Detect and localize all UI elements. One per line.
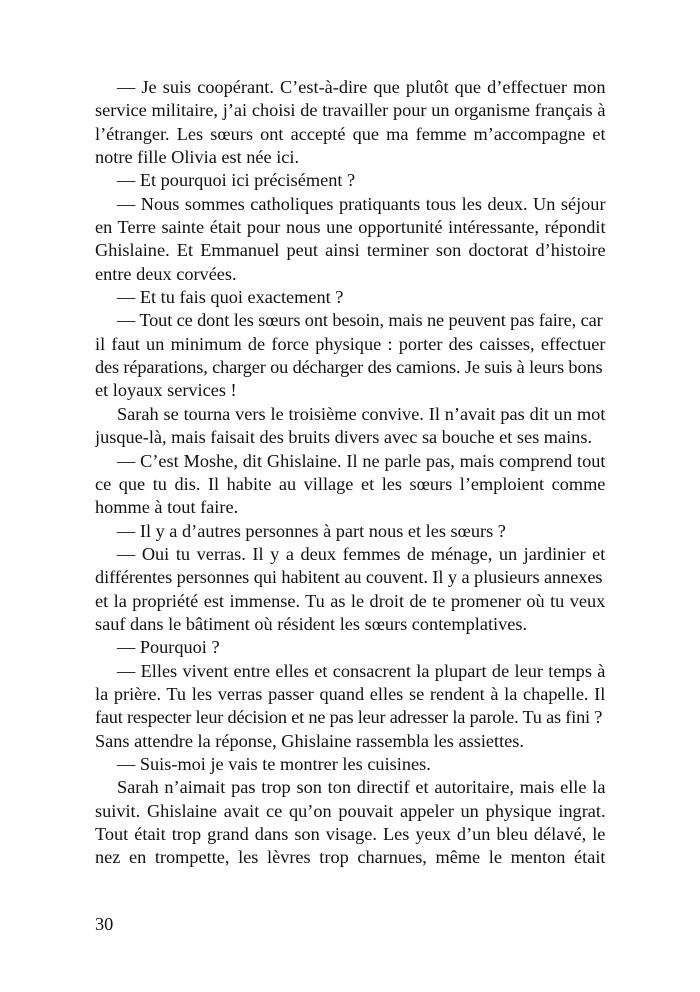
text-line	[95, 520, 606, 543]
text-line	[95, 379, 606, 402]
page-number: 30	[95, 914, 114, 934]
text-line-content: des réparations, charger ou décharger des camions. Je suis à leurs bons	[95, 357, 603, 378]
text-line	[95, 309, 606, 332]
text-line	[95, 333, 606, 356]
text-line-content: service militaire, j’ai choisi de travailler pour un organisme français à	[95, 100, 606, 121]
text-line-content: l’étranger. Les sœurs ont accepté que ma femme m’accompagne et	[95, 123, 606, 144]
text-line	[95, 263, 606, 286]
text-line	[95, 636, 606, 659]
text-line	[95, 846, 606, 869]
text-line	[95, 99, 606, 122]
text-line	[95, 450, 606, 473]
text-line	[95, 706, 606, 729]
text-line-content: jusque-là, mais faisait des bruits divers avec sa bouche et ses mains.	[95, 427, 593, 448]
text-line-content: Sans attendre la réponse, Ghislaine rassembla les assiettes.	[95, 730, 524, 751]
text-line	[95, 613, 606, 636]
text-line	[95, 753, 606, 776]
text-line	[95, 426, 606, 449]
body-text	[95, 76, 606, 870]
text-line-content: et la propriété est immense. Tu as le droit de te promener où tu veux	[95, 590, 606, 611]
text-line	[95, 590, 606, 613]
text-line-content: la prière. Tu les verras passer quand elles se rendent à la chapelle. Il	[95, 683, 606, 704]
text-line-content: — C’est Moshe, dit Ghislaine. Il ne parle pas, mais comprend tout	[117, 450, 606, 471]
text-line-content: nez en trompette, les lèvres trop charnues, même le menton était	[95, 847, 606, 868]
text-line-content: Tout était trop grand dans son visage. Les yeux d’un bleu délavé, le	[95, 824, 606, 844]
text-line	[95, 403, 606, 426]
text-line	[95, 216, 606, 239]
text-line-content: il faut un minimum de force physique : porter des caisses, effectuer	[95, 333, 606, 354]
text-line-content: notre fille Olivia est née ici.	[95, 147, 300, 168]
text-line-content: homme à tout faire.	[95, 497, 239, 518]
text-line	[95, 496, 606, 519]
text-line	[95, 239, 606, 262]
text-line-content: entre deux corvées.	[95, 263, 237, 284]
text-line	[95, 286, 606, 309]
text-line	[95, 543, 606, 566]
text-line-content: — Il y a d’autres personnes à part nous et les sœurs ?	[117, 520, 506, 541]
text-line-content: — Et pourquoi ici précisément ?	[117, 170, 356, 191]
text-line-content: sauf dans le bâtiment où résident les sœurs contemplatives.	[95, 613, 528, 634]
text-line-content: Ghislaine. Et Emmanuel peut ainsi terminer son doctorat d’histoire	[95, 240, 606, 261]
text-line	[95, 776, 606, 799]
text-line-content: faut respecter leur décision et ne pas leur adresser la parole. Tu as fini ?	[95, 707, 603, 728]
text-line-content: — Elles vivent entre elles et consacrent la plupart de leur temps à	[117, 660, 606, 681]
text-line	[95, 193, 606, 216]
text-line-content: différentes personnes qui habitent au couvent. Il y a plusieurs annexes	[95, 567, 603, 588]
text-line	[95, 169, 606, 192]
text-line	[95, 683, 606, 706]
text-line-content: en Terre sainte était pour nous une opportunité intéressante, répondit	[95, 217, 606, 238]
text-line	[95, 800, 606, 823]
text-line-content: — Nous sommes catholiques pratiquants tous les deux. Un séjour	[117, 193, 606, 214]
text-line-content: — Et tu fais quoi exactement ?	[117, 287, 344, 308]
text-line	[95, 660, 606, 683]
text-line	[95, 76, 606, 99]
text-line-content: suivit. Ghislaine avait ce qu’on pouvait appeler un physique ingrat.	[95, 800, 606, 821]
text-line-content: Sarah se tourna vers le troisième convive. Il n’avait pas dit un mot	[117, 403, 606, 424]
text-line-content: — Pourquoi ?	[117, 637, 220, 658]
text-line	[95, 730, 606, 753]
text-line	[95, 356, 606, 379]
text-line-content: — Tout ce dont les sœurs ont besoin, mais ne peuvent pas faire, car	[117, 310, 603, 331]
text-line-content: — Je suis coopérant. C’est-à-dire que plutôt que d’effectuer mon	[117, 77, 606, 97]
text-line-content: et loyaux services !	[95, 380, 237, 401]
text-line-content: — Suis-moi je vais te montrer les cuisines.	[117, 753, 431, 774]
text-line	[95, 823, 606, 846]
text-line	[95, 123, 606, 146]
text-line	[95, 146, 606, 169]
text-line-content: ce que tu dis. Il habite au village et les sœurs l’emploient comme	[95, 473, 606, 494]
text-line	[95, 566, 606, 589]
text-line	[95, 473, 606, 496]
text-line-content: Sarah n’aimait pas trop son ton directif et autoritaire, mais elle la	[117, 777, 606, 798]
text-line-content: — Oui tu verras. Il y a deux femmes de ménage, un jardinier et	[117, 543, 606, 564]
